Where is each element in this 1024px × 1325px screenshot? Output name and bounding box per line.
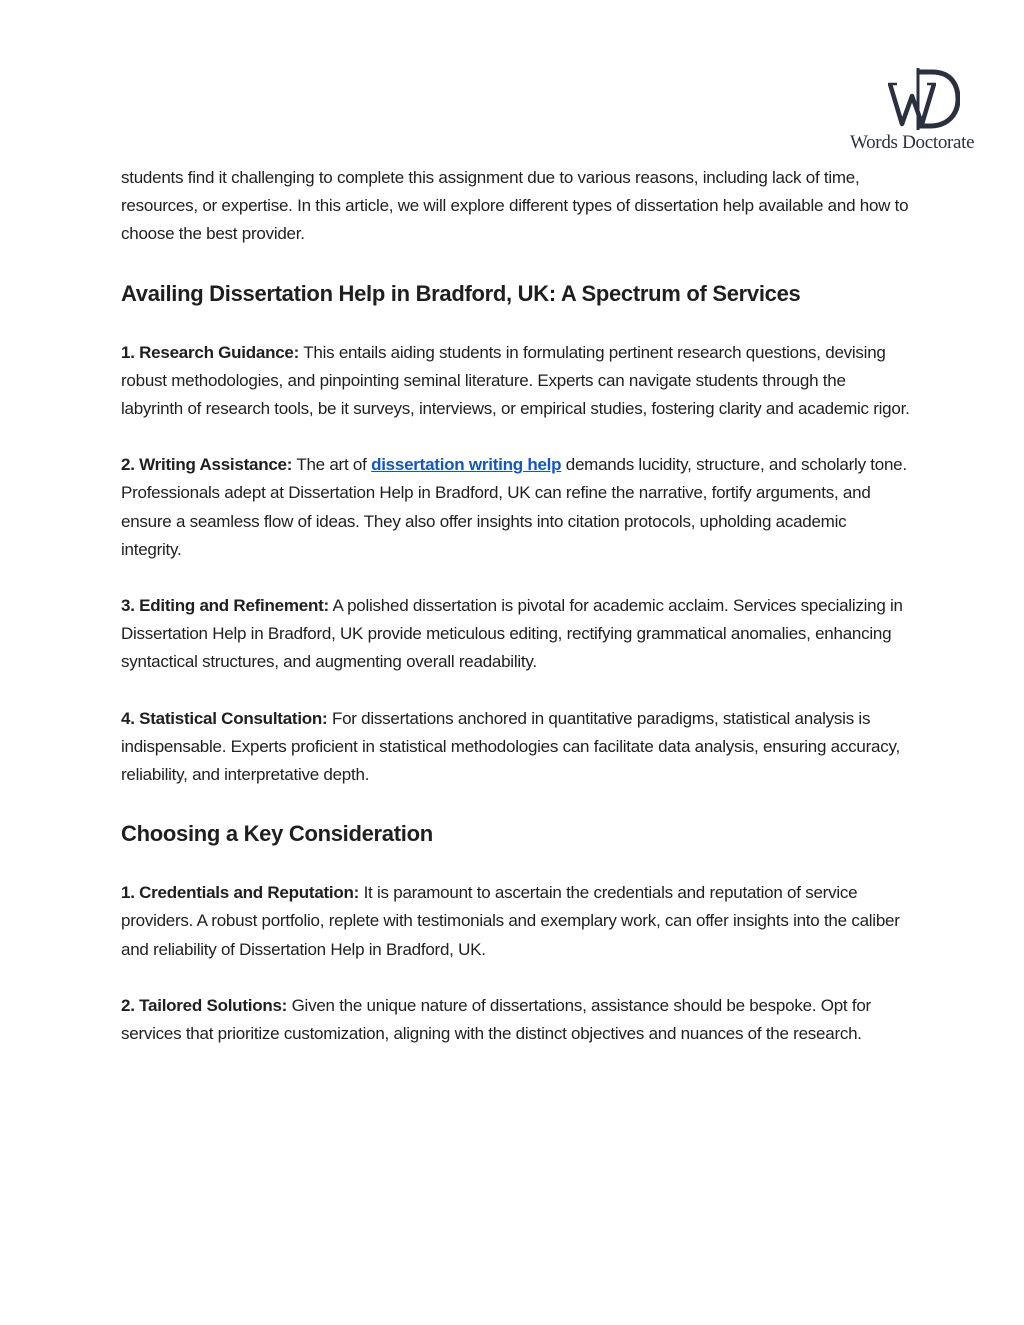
item-title: 2. Writing Assistance: [121,455,293,475]
service-item-editing-refinement [121,592,911,677]
section-heading-services: Availing Dissertation Help in Bradford, UK: A Spectrum of Services [121,280,801,306]
item-text: The art of [292,455,372,475]
item-title: 3. Editing and Refinement: [121,596,329,616]
dissertation-writing-help-link[interactable]: dissertation writing help [371,455,562,475]
consideration-item-tailored-solutions [121,992,911,1048]
words-doctorate-logo-mark [888,66,960,132]
item-text: For dissertations anchored in quantitative paradigms, statistical analysis is indispensable. Experts proficient in statistical methodologies can facilitate data analysis, ensuring accuracy, reliability, and interpretative depth. [121,708,900,785]
section-heading-considerations: Choosing a Key Consideration [121,821,433,847]
intro-paragraph: students find it challenging to complete this assignment due to various reasons, including lack of time, resources, or expertise. In this article, we will explore different types of dissertation help available and how to choose the best provider. [121,168,909,244]
consideration-item-credentials [121,879,911,964]
item-title: 4. Statistical Consultation: [121,708,328,728]
brand-name: Words Doctorate [850,132,975,153]
item-title: 1. Credentials and Reputation: [121,883,360,903]
item-title: 2. Tailored Solutions: [121,995,288,1015]
document-body [121,164,911,1048]
service-item-statistical-consultation [121,705,911,790]
brand-logo [850,66,1010,158]
item-text: demands lucidity, structure, and scholarly tone. Professionals adept at Dissertation Help in Bradford, UK can refine the narrative, fortify arguments, and ensure a seamless flow of ideas. They also offer insights into citation protocols, upholding academic integrity. [121,455,907,559]
item-title: 1. Research Guidance: [121,342,300,362]
item-text: It is paramount to ascertain the credentials and reputation of service providers. A robust portfolio, replete with testimonials and exemplary work, can offer insights into the caliber and reliability of Dissertation Help in Bradford, UK. [121,883,900,959]
item-text: This entails aiding students in formulating pertinent research questions, devising robust methodologies, and pinpointing seminal literature. Experts can navigate students through the labyrinth of research tools, be it surveys, interviews, or empirical studies, fostering clarity and academic rigor. [121,342,910,419]
service-item-writing-assistance [121,451,911,564]
item-text: A polished dissertation is pivotal for academic acclaim. Services specializing in Dissertation Help in Bradford, UK provide meticulous editing, rectifying grammatical anomalies, enhancing syntactical structures, and augmenting overall readability. [121,596,903,672]
service-item-research-guidance [121,339,911,424]
item-text: Given the unique nature of dissertations, assistance should be bespoke. Opt for services that prioritize customization, aligning with the distinct objectives and nuances of the research. [121,995,871,1044]
